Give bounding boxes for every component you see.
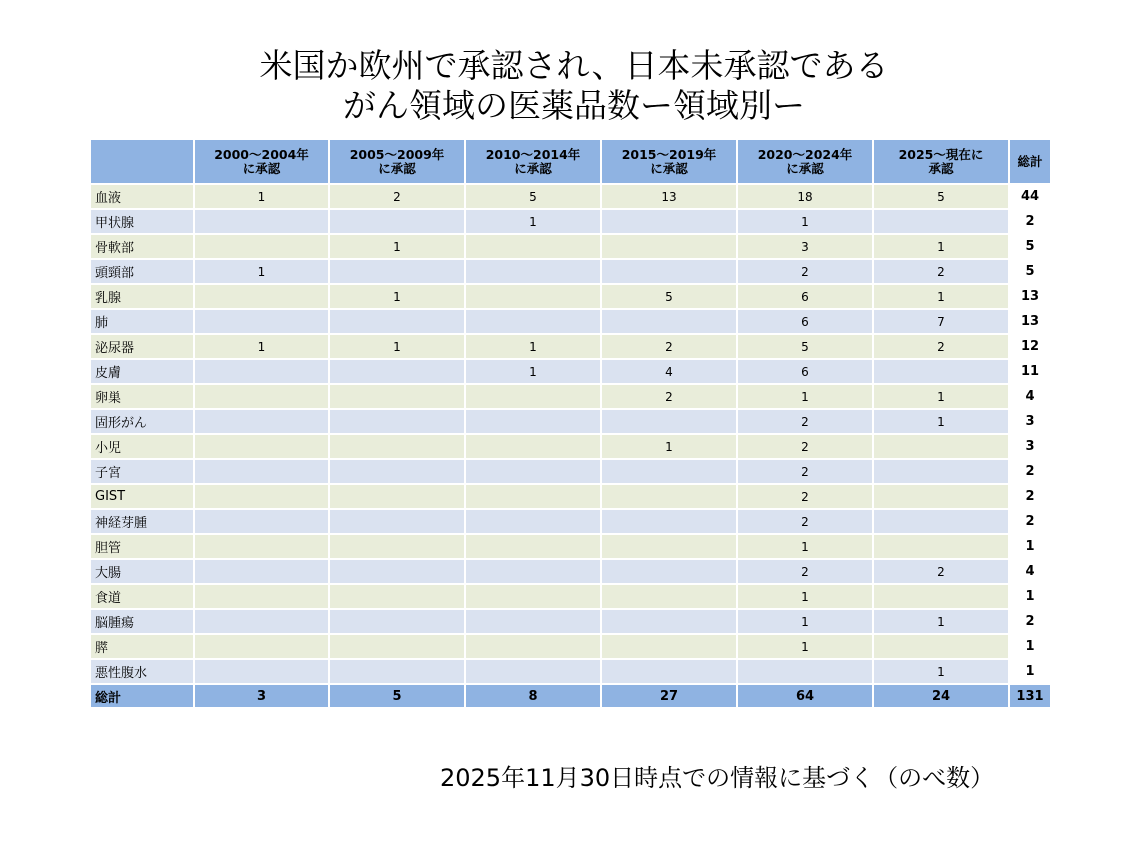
- column-total-cell: 3: [195, 685, 330, 709]
- table-cell: [602, 310, 738, 335]
- row-label: 肺: [91, 310, 195, 335]
- table-cell: 1: [195, 260, 330, 285]
- table-cell: 2: [738, 560, 874, 585]
- table-cell: 1: [195, 335, 330, 360]
- table-cell: [602, 585, 738, 610]
- table-cell: [330, 485, 466, 510]
- table-cell: [195, 535, 330, 560]
- table-row: [91, 360, 1052, 385]
- column-total-cell: 24: [874, 685, 1010, 709]
- row-label: 大腸: [91, 560, 195, 585]
- table-cell: 6: [738, 310, 874, 335]
- table-cell: [195, 560, 330, 585]
- table-cell: [330, 210, 466, 235]
- table-cell: 1: [330, 335, 466, 360]
- table-cell: [195, 460, 330, 485]
- column-header: 2020～2024年 に承認: [738, 140, 874, 185]
- total-row-label: 総計: [91, 685, 195, 709]
- row-total-cell: 2: [1010, 510, 1052, 535]
- table-cell: 1: [466, 360, 602, 385]
- table-cell: [602, 660, 738, 685]
- table-cell: 5: [602, 285, 738, 310]
- table-cell: 1: [874, 285, 1010, 310]
- table-cell: 2: [738, 460, 874, 485]
- table-cell: [874, 435, 1010, 460]
- column-header: 2010～2014年 に承認: [466, 140, 602, 185]
- table-cell: [602, 460, 738, 485]
- table-cell: [602, 410, 738, 435]
- row-total-cell: 1: [1010, 635, 1052, 660]
- row-total-cell: 13: [1010, 285, 1052, 310]
- row-label: 神経芽腫: [91, 510, 195, 535]
- table-cell: [602, 560, 738, 585]
- table-cell: 3: [738, 235, 874, 260]
- table-cell: 2: [738, 410, 874, 435]
- table-cell: 1: [738, 210, 874, 235]
- table-cell: [602, 535, 738, 560]
- column-total-cell: 64: [738, 685, 874, 709]
- table-cell: [195, 310, 330, 335]
- column-header: [91, 140, 195, 185]
- table-row: [91, 560, 1052, 585]
- table-cell: 4: [602, 360, 738, 385]
- table-cell: 2: [874, 560, 1010, 585]
- table-cell: 1: [330, 235, 466, 260]
- table-cell: [466, 410, 602, 435]
- table-cell: 6: [738, 285, 874, 310]
- row-label: 卵巣: [91, 385, 195, 410]
- table-cell: 13: [602, 185, 738, 210]
- table-cell: [466, 560, 602, 585]
- table-cell: [195, 485, 330, 510]
- table-row: [91, 185, 1052, 210]
- table-cell: [602, 485, 738, 510]
- row-label: 骨軟部: [91, 235, 195, 260]
- table-cell: [466, 385, 602, 410]
- table-row: [91, 535, 1052, 560]
- approval-count-table: [91, 140, 1052, 709]
- table-cell: [195, 435, 330, 460]
- table-cell: [738, 660, 874, 685]
- row-label: 甲状腺: [91, 210, 195, 235]
- table-cell: [195, 635, 330, 660]
- column-total-cell: 5: [330, 685, 466, 709]
- table-cell: 1: [874, 610, 1010, 635]
- column-total-cell: 27: [602, 685, 738, 709]
- table-cell: [874, 635, 1010, 660]
- table-cell: [330, 260, 466, 285]
- table-cell: [466, 260, 602, 285]
- table-cell: 1: [874, 385, 1010, 410]
- table-cell: 5: [874, 185, 1010, 210]
- table-cell: [602, 610, 738, 635]
- table-cell: [195, 235, 330, 260]
- table-cell: 1: [874, 410, 1010, 435]
- table-cell: [466, 585, 602, 610]
- row-total-cell: 5: [1010, 260, 1052, 285]
- table-cell: [874, 535, 1010, 560]
- table-cell: 7: [874, 310, 1010, 335]
- table-cell: [330, 610, 466, 635]
- table-cell: 1: [738, 585, 874, 610]
- table-cell: 2: [874, 260, 1010, 285]
- table-cell: [874, 585, 1010, 610]
- table-row: [91, 510, 1052, 535]
- table-cell: 1: [466, 335, 602, 360]
- header-row: [91, 140, 1052, 185]
- row-total-cell: 13: [1010, 310, 1052, 335]
- table-cell: [874, 485, 1010, 510]
- table-cell: [330, 410, 466, 435]
- table-cell: [874, 210, 1010, 235]
- table-row: [91, 335, 1052, 360]
- table-row: [91, 385, 1052, 410]
- row-total-cell: 1: [1010, 535, 1052, 560]
- row-label: 小児: [91, 435, 195, 460]
- table-cell: [195, 410, 330, 435]
- table-cell: [330, 310, 466, 335]
- row-label: 膵: [91, 635, 195, 660]
- table-cell: 1: [466, 210, 602, 235]
- row-total-cell: 1: [1010, 660, 1052, 685]
- table-row: [91, 660, 1052, 685]
- table-cell: [195, 285, 330, 310]
- table-cell: [874, 510, 1010, 535]
- row-label: 血液: [91, 185, 195, 210]
- row-label: 頭頸部: [91, 260, 195, 285]
- table-cell: 1: [738, 535, 874, 560]
- table-cell: 2: [738, 485, 874, 510]
- table-cell: [602, 510, 738, 535]
- table-row: [91, 260, 1052, 285]
- column-header: 2000～2004年 に承認: [195, 140, 330, 185]
- row-total-cell: 12: [1010, 335, 1052, 360]
- row-label: 脳腫瘍: [91, 610, 195, 635]
- table-row: [91, 235, 1052, 260]
- table-row: [91, 210, 1052, 235]
- table-footer: [91, 685, 1052, 709]
- table-cell: 2: [602, 335, 738, 360]
- table-cell: [466, 635, 602, 660]
- table-cell: 5: [466, 185, 602, 210]
- table-cell: 1: [330, 285, 466, 310]
- table-cell: 18: [738, 185, 874, 210]
- page-title: [0, 46, 1148, 126]
- table-cell: [602, 210, 738, 235]
- table-cell: 1: [738, 385, 874, 410]
- column-total-cell: 8: [466, 685, 602, 709]
- table-cell: 2: [738, 435, 874, 460]
- table-cell: [602, 260, 738, 285]
- row-label: 悪性腹水: [91, 660, 195, 685]
- table-cell: [330, 385, 466, 410]
- row-label: 泌尿器: [91, 335, 195, 360]
- table-cell: 1: [874, 660, 1010, 685]
- table-cell: 1: [738, 610, 874, 635]
- table-row: [91, 285, 1052, 310]
- table-cell: [466, 660, 602, 685]
- table-cell: 2: [738, 510, 874, 535]
- table-cell: 1: [195, 185, 330, 210]
- total-row: [91, 685, 1052, 709]
- table-row: [91, 310, 1052, 335]
- table-header: [91, 140, 1052, 185]
- title-line-1: 米国か欧州で承認され、日本未承認である: [259, 46, 889, 85]
- row-total-cell: 2: [1010, 610, 1052, 635]
- table-row: [91, 410, 1052, 435]
- table-row: [91, 435, 1052, 460]
- row-label: 皮膚: [91, 360, 195, 385]
- table-cell: 6: [738, 360, 874, 385]
- table-cell: [466, 510, 602, 535]
- table-row: [91, 460, 1052, 485]
- row-total-cell: 1: [1010, 585, 1052, 610]
- table-cell: [195, 385, 330, 410]
- column-total-cell: 131: [1010, 685, 1052, 709]
- table-cell: [330, 360, 466, 385]
- table-cell: [330, 585, 466, 610]
- row-label: 固形がん: [91, 410, 195, 435]
- table-cell: [466, 460, 602, 485]
- table-cell: 2: [602, 385, 738, 410]
- table-row: [91, 585, 1052, 610]
- table-cell: [330, 435, 466, 460]
- table-cell: [466, 535, 602, 560]
- table-cell: 5: [738, 335, 874, 360]
- row-label: GIST: [91, 485, 195, 510]
- table-cell: [602, 235, 738, 260]
- table-cell: [466, 310, 602, 335]
- table-cell: 1: [738, 635, 874, 660]
- table-cell: [330, 635, 466, 660]
- table-row: [91, 485, 1052, 510]
- table-body: [91, 185, 1052, 685]
- column-header: 2005～2009年 に承認: [330, 140, 466, 185]
- table-cell: 1: [874, 235, 1010, 260]
- column-header: 2015～2019年 に承認: [602, 140, 738, 185]
- row-total-cell: 5: [1010, 235, 1052, 260]
- row-total-cell: 2: [1010, 485, 1052, 510]
- row-total-cell: 3: [1010, 435, 1052, 460]
- row-total-cell: 2: [1010, 460, 1052, 485]
- table-cell: 1: [602, 435, 738, 460]
- table-cell: [195, 510, 330, 535]
- table-cell: [195, 660, 330, 685]
- row-label: 乳腺: [91, 285, 195, 310]
- table-row: [91, 635, 1052, 660]
- row-label: 子宮: [91, 460, 195, 485]
- table-cell: 2: [330, 185, 466, 210]
- table-cell: [466, 610, 602, 635]
- table-cell: [330, 510, 466, 535]
- table-cell: [330, 535, 466, 560]
- table-row: [91, 610, 1052, 635]
- table-cell: [195, 210, 330, 235]
- row-total-cell: 44: [1010, 185, 1052, 210]
- table-cell: [195, 585, 330, 610]
- table-cell: [330, 460, 466, 485]
- table-cell: [330, 660, 466, 685]
- table-cell: [466, 235, 602, 260]
- table-cell: [602, 635, 738, 660]
- row-total-cell: 4: [1010, 560, 1052, 585]
- table-cell: [466, 485, 602, 510]
- table-cell: [466, 435, 602, 460]
- row-total-cell: 2: [1010, 210, 1052, 235]
- row-label: 食道: [91, 585, 195, 610]
- table-cell: [195, 610, 330, 635]
- row-total-cell: 4: [1010, 385, 1052, 410]
- title-line-2: がん領域の医薬品数ー領域別ー: [343, 86, 805, 125]
- column-header: 総計: [1010, 140, 1052, 185]
- table-cell: [874, 360, 1010, 385]
- table-cell: [195, 360, 330, 385]
- table-cell: [330, 560, 466, 585]
- column-header: 2025～現在に 承認: [874, 140, 1010, 185]
- table-cell: 2: [738, 260, 874, 285]
- table-cell: [466, 285, 602, 310]
- table-cell: 2: [874, 335, 1010, 360]
- row-label: 胆管: [91, 535, 195, 560]
- table-cell: [874, 460, 1010, 485]
- row-total-cell: 11: [1010, 360, 1052, 385]
- row-total-cell: 3: [1010, 410, 1052, 435]
- footnote: 2025年11月30日時点での情報に基づく（のべ数）: [440, 764, 995, 792]
